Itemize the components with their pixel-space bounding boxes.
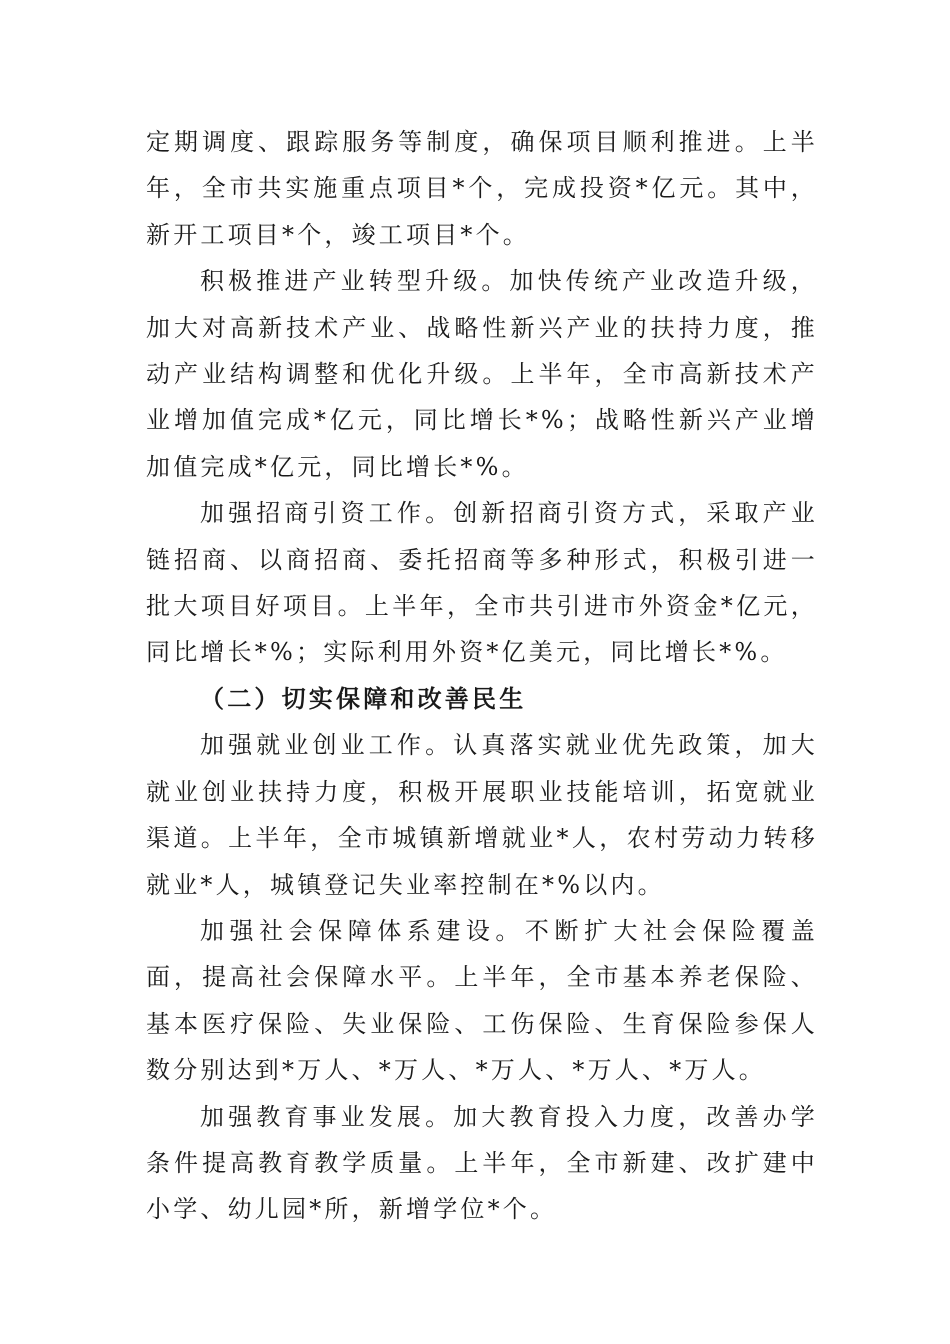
paragraph-industry-upgrade: 积极推进产业转型升级。加快传统产业改造升级，加大对高新技术产业、战略性新兴产业的扶持力度，推动产业结构调整和优化升级。上半年，全市高新技术产业增加值完成*亿元，同比增长*%；战略性新兴产业增加值完成*亿元，同比增长*%。: [146, 267, 818, 481]
document-body: [146, 119, 818, 1233]
paragraph-investment-attraction: 加强招商引资工作。创新招商引资方式，采取产业链招商、以商招商、委托招商等多种形式，积极引进一批大项目好项目。上半年，全市共引进市外资金*亿元，同比增长*%；实际利用外资*亿美元，同比增长*%。: [146, 499, 818, 667]
paragraph-social-security: 加强社会保障体系建设。不断扩大社会保险覆盖面，提高社会保障水平。上半年，全市基本养老保险、基本医疗保险、失业保险、工伤保险、生育保险参保人数分别达到*万人、*万人、*万人、*万人、*万人。: [146, 916, 818, 1085]
section-heading-livelihood: （二）切实保障和改善民生: [200, 683, 527, 713]
paragraph-project-progress: 定期调度、跟踪服务等制度，确保项目顺利推进。上半年，全市共实施重点项目*个，完成投资*亿元。其中，新开工项目*个，竣工项目*个。: [146, 128, 818, 249]
paragraph-employment: 加强就业创业工作。认真落实就业优先政策，加大就业创业扶持力度，积极开展职业技能培训，拓宽就业渠道。上半年，全市城镇新增就业*人，农村劳动力转移就业*人，城镇登记失业率控制在*%以内。: [146, 731, 818, 899]
paragraph-education: 加强教育事业发展。加大教育投入力度，改善办学条件提高教育教学质量。上半年，全市新建、改扩建中小学、幼儿园*所，新增学位*个。: [146, 1102, 818, 1224]
